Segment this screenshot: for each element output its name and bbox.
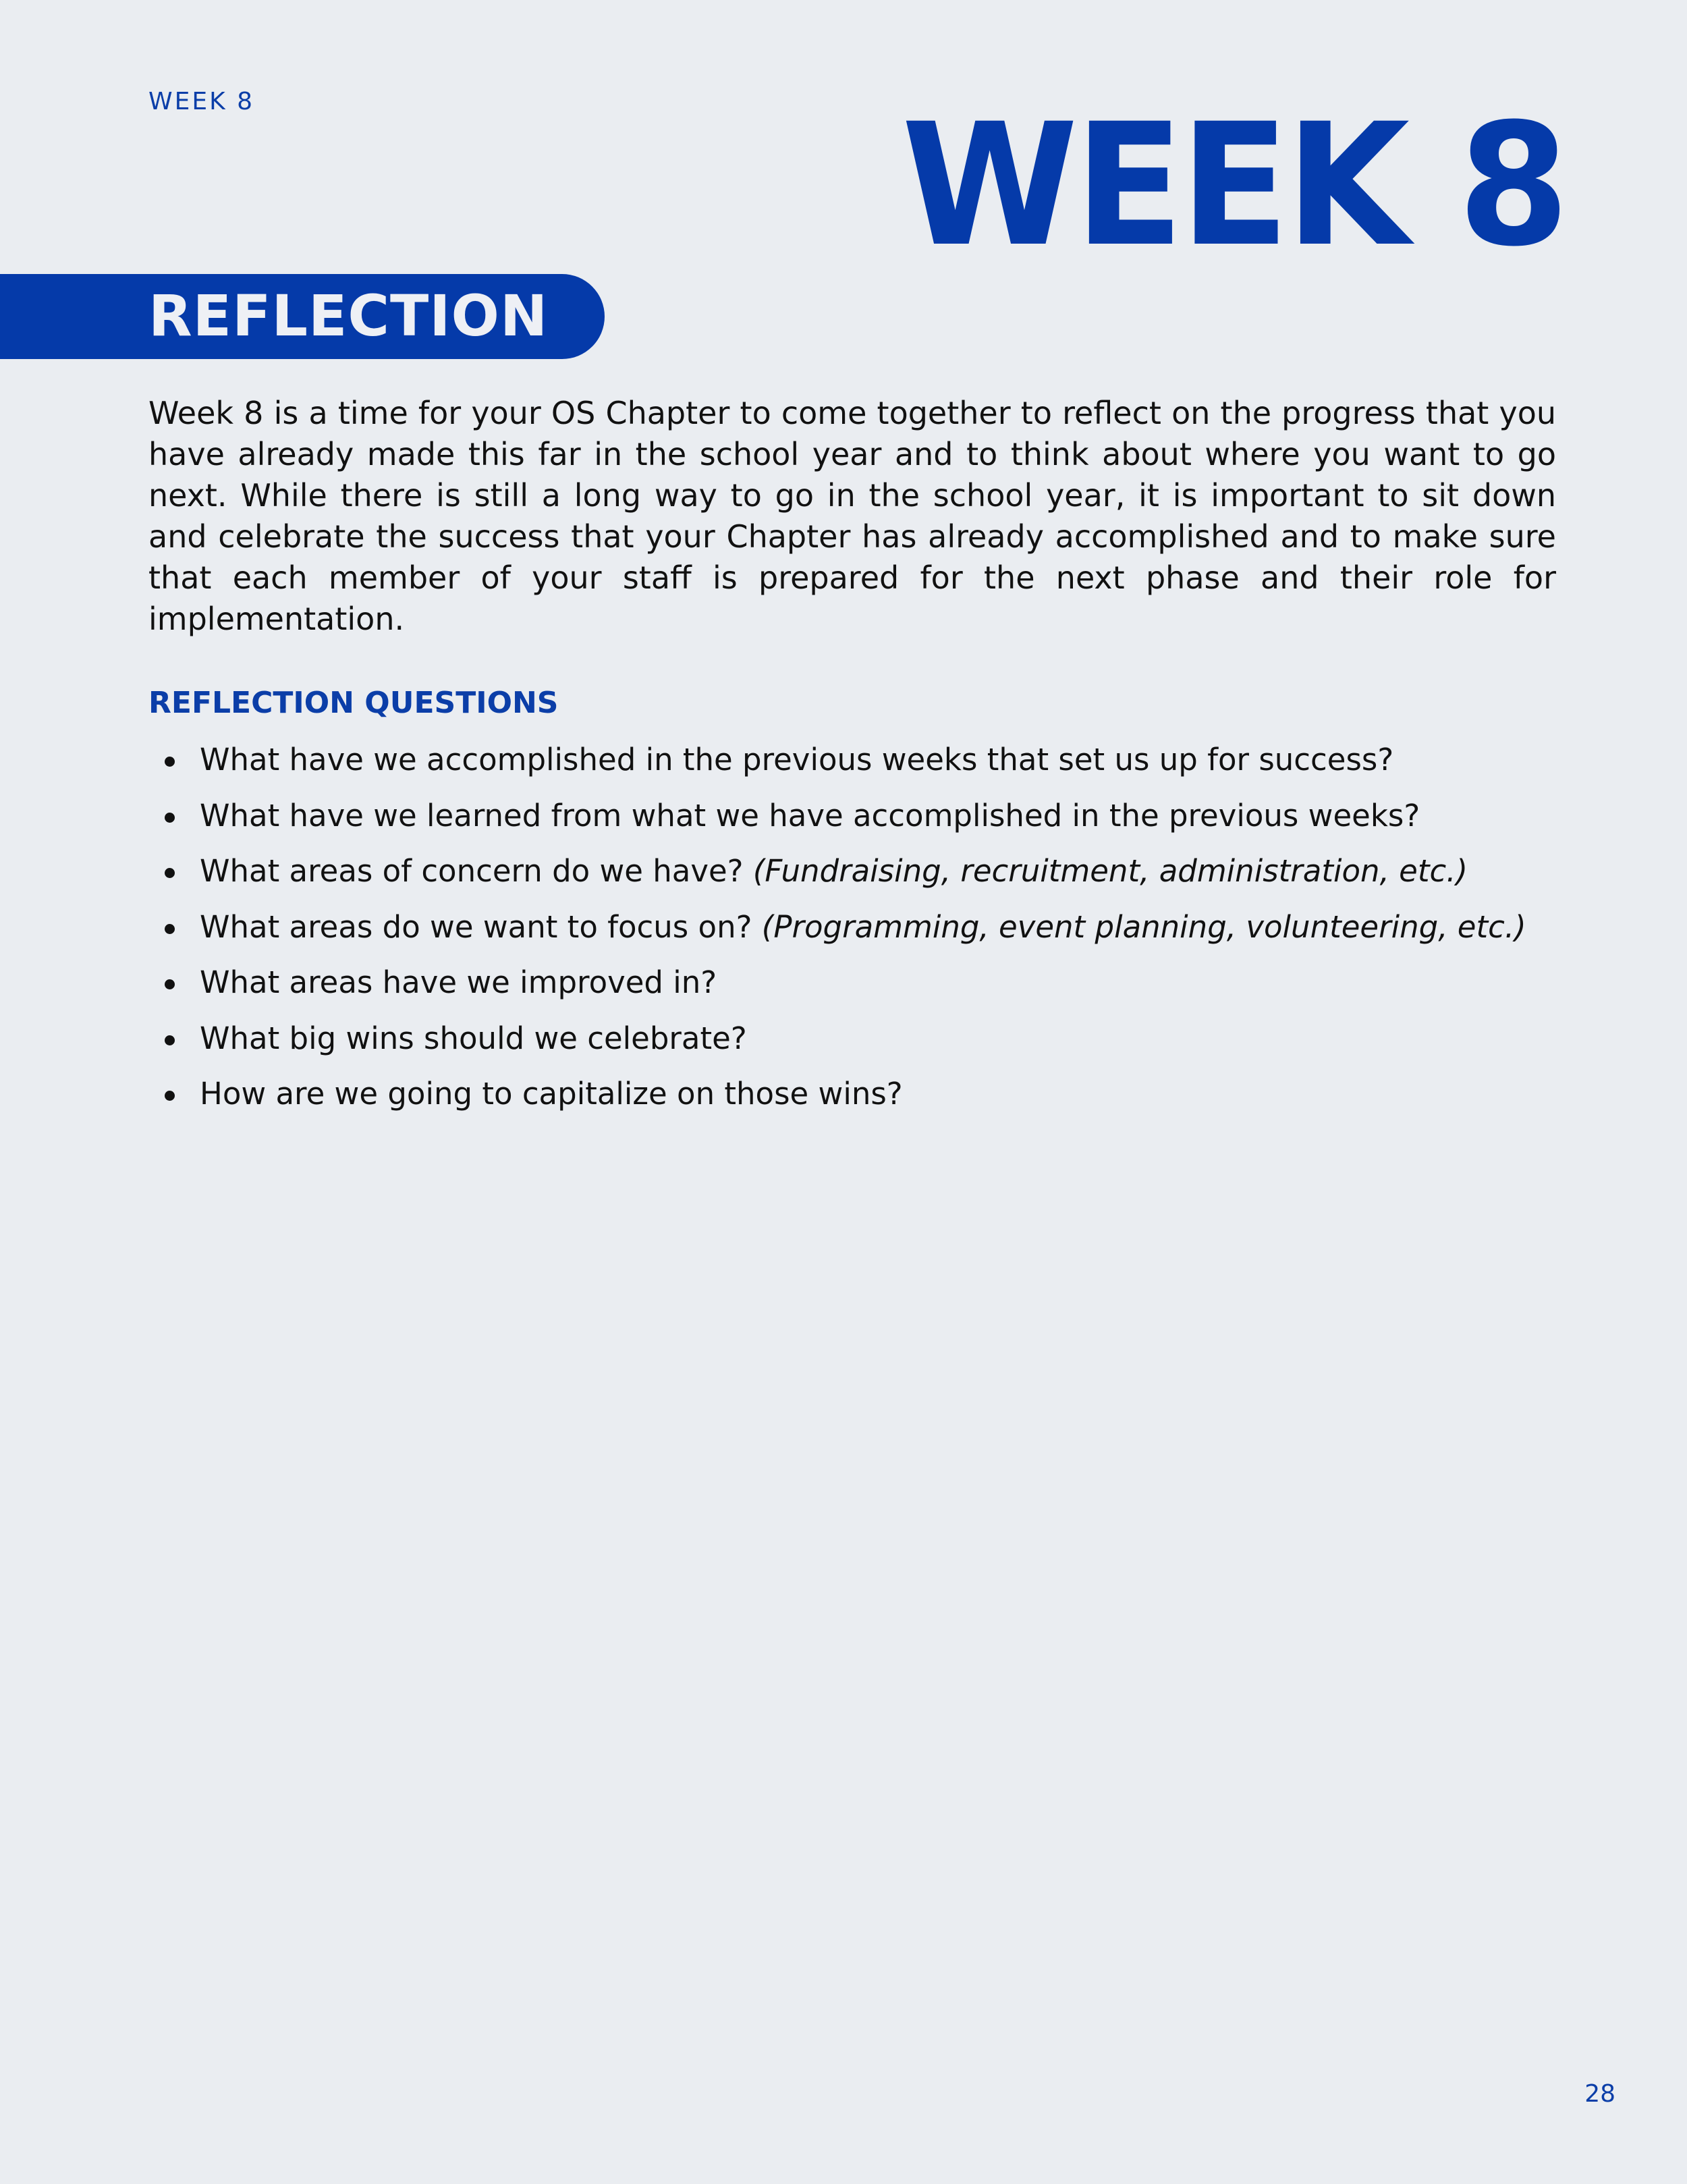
questions-list bbox=[148, 736, 1566, 1126]
bullet-icon bbox=[165, 979, 175, 989]
bullet-icon bbox=[165, 924, 175, 934]
question-text: What have we accomplished in the previous weeks that set us up for success? bbox=[200, 742, 1394, 777]
questions-heading: REFLECTION QUESTIONS bbox=[148, 686, 559, 720]
question-note: (Programming, event planning, volunteering, etc.) bbox=[761, 908, 1526, 945]
list-item bbox=[148, 1014, 1566, 1070]
list-item bbox=[148, 736, 1566, 792]
question-text: What areas of concern do we have? bbox=[200, 853, 744, 889]
list-item bbox=[148, 792, 1566, 848]
list-item bbox=[148, 1070, 1566, 1126]
question-text: What areas do we want to focus on? bbox=[200, 908, 752, 945]
list-item bbox=[148, 903, 1566, 959]
intro-paragraph: Week 8 is a time for your OS Chapter to come together to reflect on the progress that you have already made this far in the school year and to think about where you want to go next. While there is still a long way to go in the school year, it is important to sit down and celebrate the success that your Chapter has already accomplished and to make sure that each member of your staff is prepared for the next phase and their role for implementation. bbox=[148, 395, 1556, 637]
list-item bbox=[148, 958, 1566, 1014]
question-text: What areas have we improved in? bbox=[200, 964, 717, 1000]
bullet-icon bbox=[165, 813, 175, 823]
page-title: WEEK 8 bbox=[901, 87, 1566, 283]
question-text: What big wins should we celebrate? bbox=[200, 1020, 747, 1056]
bullet-icon bbox=[165, 757, 175, 767]
page-number: 28 bbox=[1584, 2080, 1615, 2108]
question-text: What have we learned from what we have accomplished in the previous weeks? bbox=[200, 797, 1420, 834]
section-title: REFLECTION bbox=[148, 283, 549, 349]
section-banner bbox=[0, 274, 605, 359]
running-head: WEEK 8 bbox=[148, 88, 255, 115]
bullet-icon bbox=[165, 868, 175, 878]
bullet-icon bbox=[165, 1035, 175, 1045]
question-note: (Fundraising, recruitment, administration, etc.) bbox=[752, 853, 1468, 889]
bullet-icon bbox=[165, 1091, 175, 1101]
question-text: How are we going to capitalize on those wins? bbox=[200, 1076, 903, 1112]
list-item bbox=[148, 847, 1566, 903]
